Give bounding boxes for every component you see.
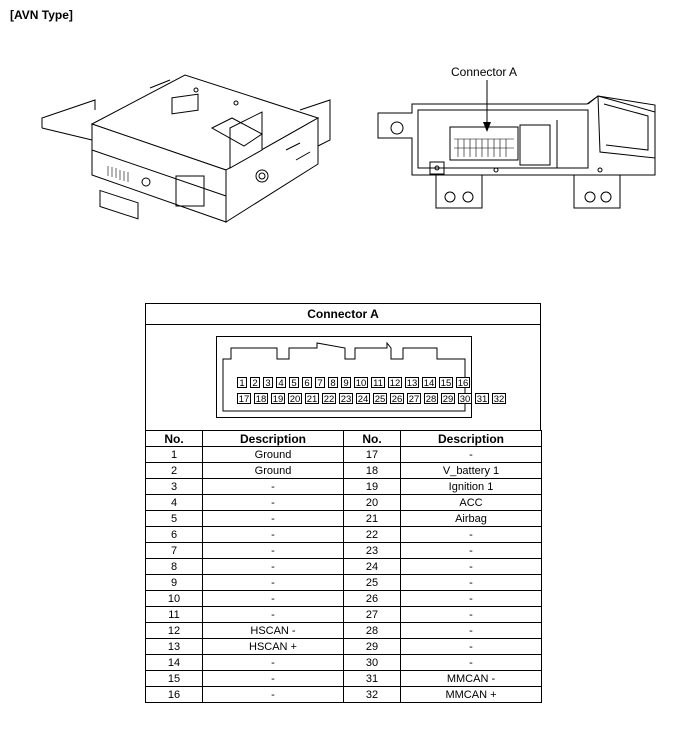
pin-3: 3 (263, 377, 273, 388)
pin-no: 31 (344, 671, 401, 687)
pin-no: 10 (146, 591, 203, 607)
pin-no: 2 (146, 463, 203, 479)
pin-description: Airbag (401, 511, 542, 527)
pin-27: 27 (408, 394, 420, 405)
pin-description: - (401, 543, 542, 559)
pin-7: 7 (315, 377, 325, 388)
pin-31: 31 (476, 394, 488, 405)
pin-1: 1 (237, 377, 247, 388)
pin-description: - (401, 655, 542, 671)
pin-32: 32 (493, 394, 505, 405)
pin-description: - (401, 639, 542, 655)
table-row (146, 655, 542, 671)
pin-14: 14 (423, 378, 435, 389)
pin-description: - (203, 591, 344, 607)
pin-no: 25 (344, 575, 401, 591)
pin-no: 29 (344, 639, 401, 655)
pin-no: 15 (146, 671, 203, 687)
pin-description: - (203, 543, 344, 559)
pin-21: 21 (306, 394, 318, 405)
header-no: No. (344, 431, 401, 447)
pin-no: 14 (146, 655, 203, 671)
pin-15: 15 (440, 378, 452, 389)
table-row (146, 495, 542, 511)
table-row (146, 479, 542, 495)
pin-10: 10 (355, 378, 367, 389)
head-unit-rear-view-drawing (378, 96, 655, 208)
pin-17: 17 (238, 394, 250, 405)
table-row (146, 527, 542, 543)
pin-2: 2 (250, 377, 260, 388)
pin-8: 8 (328, 377, 338, 388)
pin-description-table (145, 430, 542, 703)
table-row (146, 463, 542, 479)
pin-description: Ignition 1 (401, 479, 542, 495)
pin-description: HSCAN + (203, 639, 344, 655)
pin-12: 12 (389, 378, 401, 389)
page-heading: [AVN Type] (10, 8, 73, 22)
pin-19: 19 (272, 394, 284, 405)
pin-23: 23 (340, 394, 352, 405)
pin-16: 16 (457, 378, 469, 389)
header-description: Description (401, 431, 542, 447)
pin-29: 29 (442, 394, 454, 405)
pin-18: 18 (255, 394, 267, 405)
table-row (146, 639, 542, 655)
pin-no: 7 (146, 543, 203, 559)
pin-description: - (203, 511, 344, 527)
pin-description: - (401, 607, 542, 623)
connector-face-outline (216, 336, 505, 418)
pin-description: - (203, 575, 344, 591)
pin-description: - (401, 447, 542, 463)
table-row (146, 671, 542, 687)
pin-description: - (203, 687, 344, 703)
pin-description: - (203, 495, 344, 511)
pin-description: - (401, 623, 542, 639)
pin-no: 3 (146, 479, 203, 495)
pin-description: ACC (401, 495, 542, 511)
pin-description: - (401, 559, 542, 575)
pin-no: 4 (146, 495, 203, 511)
pin-description: - (203, 527, 344, 543)
pin-no: 12 (146, 623, 203, 639)
pin-description: - (401, 591, 542, 607)
pin-no: 26 (344, 591, 401, 607)
pin-24: 24 (357, 394, 369, 405)
pin-no: 11 (146, 607, 203, 623)
pin-description: - (203, 607, 344, 623)
pin-11: 11 (371, 377, 385, 388)
pin-description: Ground (203, 447, 344, 463)
pin-description: - (203, 559, 344, 575)
pin-9: 9 (341, 377, 351, 388)
pin-no: 27 (344, 607, 401, 623)
table-row (146, 607, 542, 623)
pin-no: 20 (344, 495, 401, 511)
pin-6: 6 (302, 377, 312, 388)
pin-description: Ground (203, 463, 344, 479)
pin-no: 30 (344, 655, 401, 671)
pin-13: 13 (406, 378, 418, 389)
pin-26: 26 (391, 394, 403, 405)
pin-no: 5 (146, 511, 203, 527)
connector-pinout-panel (145, 303, 541, 431)
pin-description: - (203, 479, 344, 495)
pin-no: 32 (344, 687, 401, 703)
pin-4: 4 (276, 377, 286, 388)
pin-no: 6 (146, 527, 203, 543)
pin-no: 13 (146, 639, 203, 655)
pin-no: 17 (344, 447, 401, 463)
pin-no: 9 (146, 575, 203, 591)
table-row (146, 447, 542, 463)
pin-description: HSCAN - (203, 623, 344, 639)
table-row (146, 591, 542, 607)
pin-description: MMCAN - (401, 671, 542, 687)
table-row (146, 543, 542, 559)
pin-25: 25 (374, 394, 386, 405)
header-no: No. (146, 431, 203, 447)
pin-22: 22 (323, 394, 335, 405)
table-row (146, 575, 542, 591)
header-description: Description (203, 431, 344, 447)
pinout-title: Connector A (146, 304, 540, 325)
pin-no: 24 (344, 559, 401, 575)
table-header-row (146, 431, 542, 447)
pin-no: 1 (146, 447, 203, 463)
pin-20: 20 (289, 394, 301, 405)
pin-description: V_battery 1 (401, 463, 542, 479)
pin-no: 16 (146, 687, 203, 703)
pin-5: 5 (289, 377, 299, 388)
pin-description: - (401, 575, 542, 591)
pin-description: MMCAN + (401, 687, 542, 703)
table-row (146, 559, 542, 575)
pin-no: 22 (344, 527, 401, 543)
connector-a-callout-label: Connector A (451, 65, 518, 79)
head-unit-isometric-drawing (42, 75, 330, 222)
pin-no: 18 (344, 463, 401, 479)
pin-no: 28 (344, 623, 401, 639)
pin-no: 23 (344, 543, 401, 559)
pin-description: - (203, 655, 344, 671)
table-row (146, 623, 542, 639)
pin-30: 30 (459, 394, 471, 405)
table-row (146, 511, 542, 527)
pin-no: 21 (344, 511, 401, 527)
pin-description: - (203, 671, 344, 687)
pin-28: 28 (425, 394, 437, 405)
table-row (146, 687, 542, 703)
pin-description: - (401, 527, 542, 543)
pin-no: 8 (146, 559, 203, 575)
unit-illustrations (0, 0, 700, 260)
pin-no: 19 (344, 479, 401, 495)
